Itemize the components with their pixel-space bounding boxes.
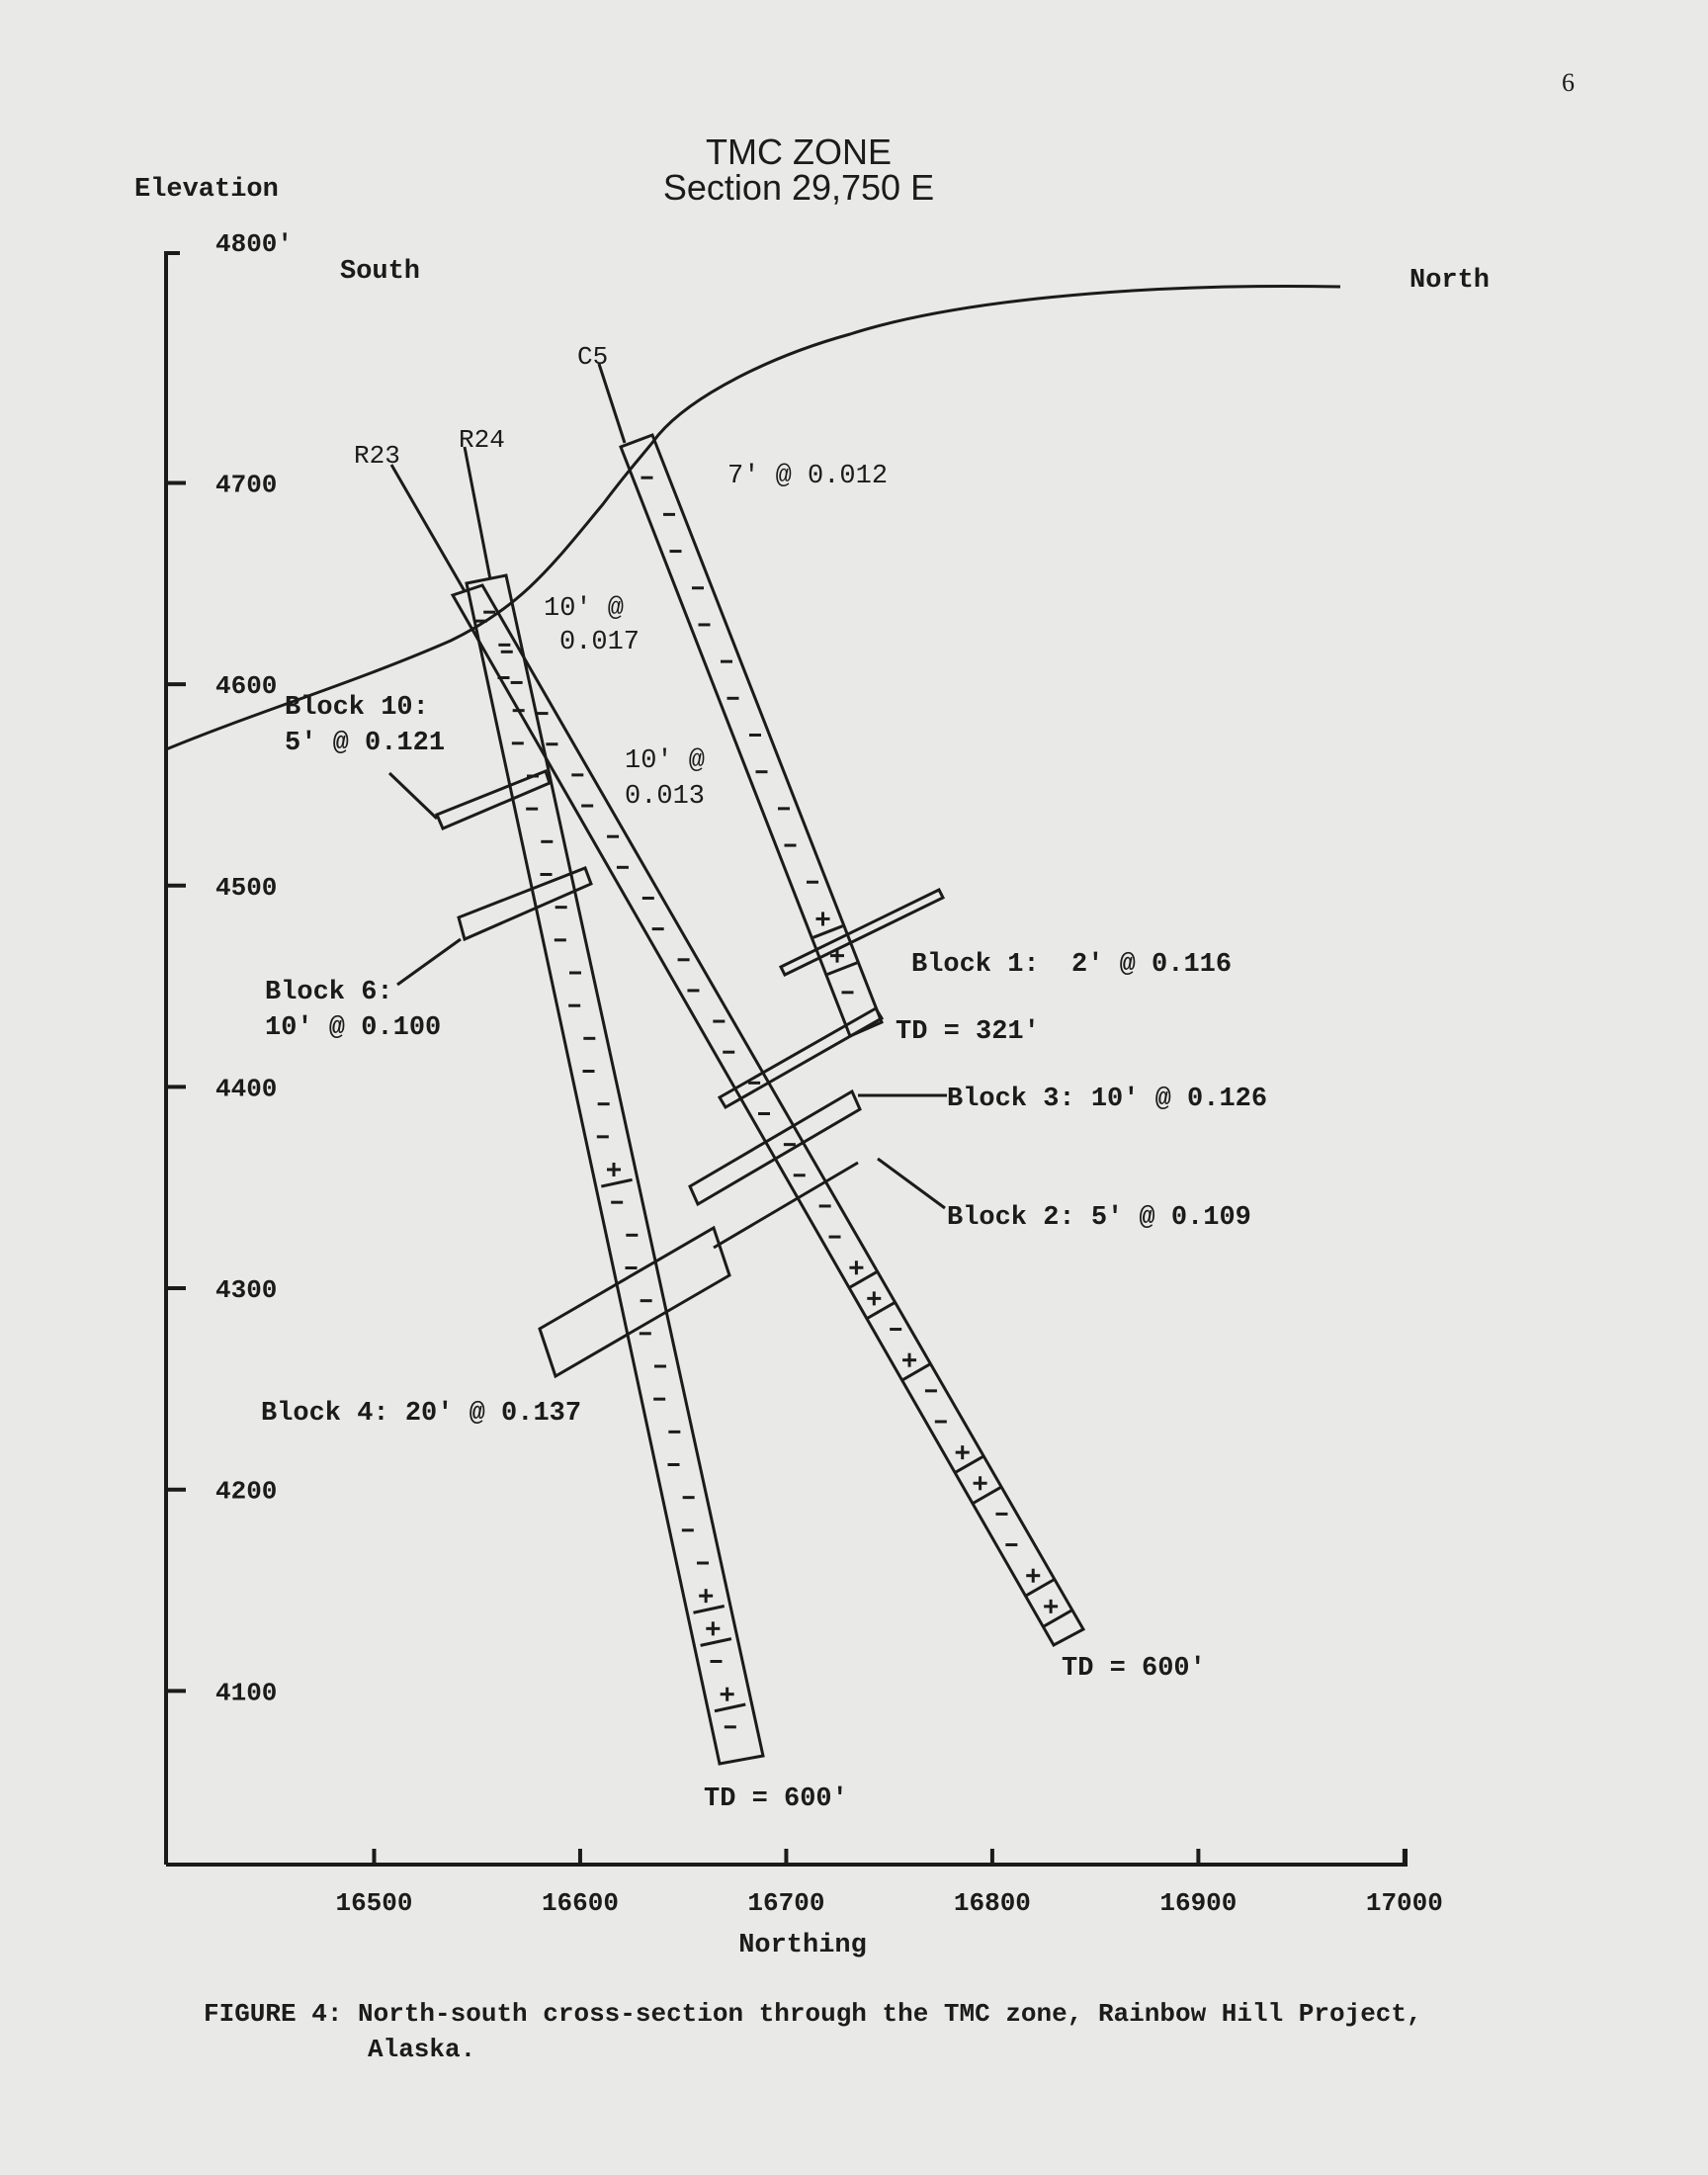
leader-block-6 (397, 939, 461, 985)
drill-holes (389, 364, 1083, 1764)
assay-interval-line (601, 1179, 632, 1186)
assay-interval-line (693, 1606, 724, 1612)
y-tick-label: 4700 (215, 470, 278, 500)
assay-interval-line (1026, 1580, 1054, 1596)
x-tick-label: 16600 (541, 1888, 619, 1918)
hole-label-c5: C5 (577, 342, 609, 372)
y-tick-label: 4300 (215, 1275, 278, 1306)
x-axis-label: Northing (738, 1931, 867, 1960)
intercept-label-c5: 7' @ 0.012 (727, 462, 889, 491)
x-tick-label: 16700 (747, 1888, 825, 1918)
block-1-label: Block 1: 2' @ 0.116 (911, 950, 1233, 980)
x-tick-label: 16900 (1159, 1888, 1238, 1918)
block-10-label-1: Block 10: (285, 693, 429, 723)
direction-north: North (1409, 266, 1491, 296)
x-tick-label: 17000 (1365, 1888, 1443, 1918)
td-label-c5: TD = 321' (896, 1017, 1040, 1047)
y-tick-label: 4100 (215, 1678, 278, 1708)
figure-title: TMC ZONE (706, 131, 892, 172)
td-label-r24: TD = 600' (704, 1784, 848, 1814)
y-tick-label: 4600 (215, 671, 278, 702)
block-6-label-2: 10' @ 0.100 (265, 1013, 442, 1043)
y-tick-label: 4400 (215, 1074, 278, 1104)
hole-label-r24: R24 (459, 425, 505, 455)
block-3-rect (690, 1091, 860, 1204)
y-tick-label: 4500 (215, 872, 278, 903)
block-6-label-1: Block 6: (265, 978, 393, 1007)
topography-line (166, 286, 1340, 749)
assay-interval-line (827, 963, 857, 975)
assay-interval-line (902, 1364, 930, 1380)
figure-subtitle: Section 29,750 E (662, 167, 935, 208)
intercept-label-r24-top-1: 10' @ (544, 594, 625, 624)
intercept-label-r24-top-2: 0.017 (559, 628, 640, 657)
x-tick-label: 16800 (953, 1888, 1031, 1918)
leader-r24 (465, 447, 490, 579)
direction-south: South (340, 257, 421, 287)
block-3-label: Block 3: 10' @ 0.126 (947, 1085, 1268, 1114)
intercept-label-r23-2: 0.013 (625, 782, 706, 812)
block-10-rect (437, 771, 550, 828)
leader-block-10 (389, 773, 437, 819)
assay-interval-line (974, 1487, 1001, 1503)
y-axis-label: Elevation (134, 175, 279, 205)
assay-interval-line (867, 1303, 895, 1319)
figure-caption-line2: Alaska. (368, 2035, 476, 2064)
x-tick-label: 16500 (335, 1888, 413, 1918)
assay-interval-line (1044, 1610, 1071, 1626)
assay-interval-line (715, 1704, 745, 1711)
block-2-label: Block 2: 5' @ 0.109 (947, 1203, 1251, 1233)
intercept-label-r23-1: 10' @ (625, 746, 706, 776)
y-axis-ticks (166, 470, 277, 1707)
leader-r23 (391, 465, 465, 591)
page-number: 6 (1562, 68, 1575, 97)
assay-interval-line (956, 1456, 983, 1472)
figure-caption-line1: FIGURE 4: North-south cross-section through the TMC zone, Rainbow Hill Project, (204, 1999, 1422, 2029)
block-4-rect (540, 1228, 729, 1376)
x-axis-ticks (335, 1849, 1442, 1918)
block-10-label-2: 5' @ 0.121 (285, 729, 446, 758)
leader-c5 (599, 364, 625, 443)
y-tick-label: 4200 (215, 1476, 278, 1507)
hole-label-r23: R23 (354, 441, 400, 471)
block-4-label: Block 4: 20' @ 0.137 (261, 1399, 582, 1429)
block-2-rect (720, 1008, 882, 1107)
assay-interval-line (813, 926, 843, 938)
assay-interval-line (701, 1639, 731, 1646)
td-label-r23: TD = 600' (1062, 1654, 1206, 1684)
y-axis-line (166, 253, 180, 1865)
y-top-tick-label: 4800' (215, 229, 294, 259)
leader-block-2 (878, 1159, 945, 1208)
assay-interval-line (850, 1271, 878, 1287)
